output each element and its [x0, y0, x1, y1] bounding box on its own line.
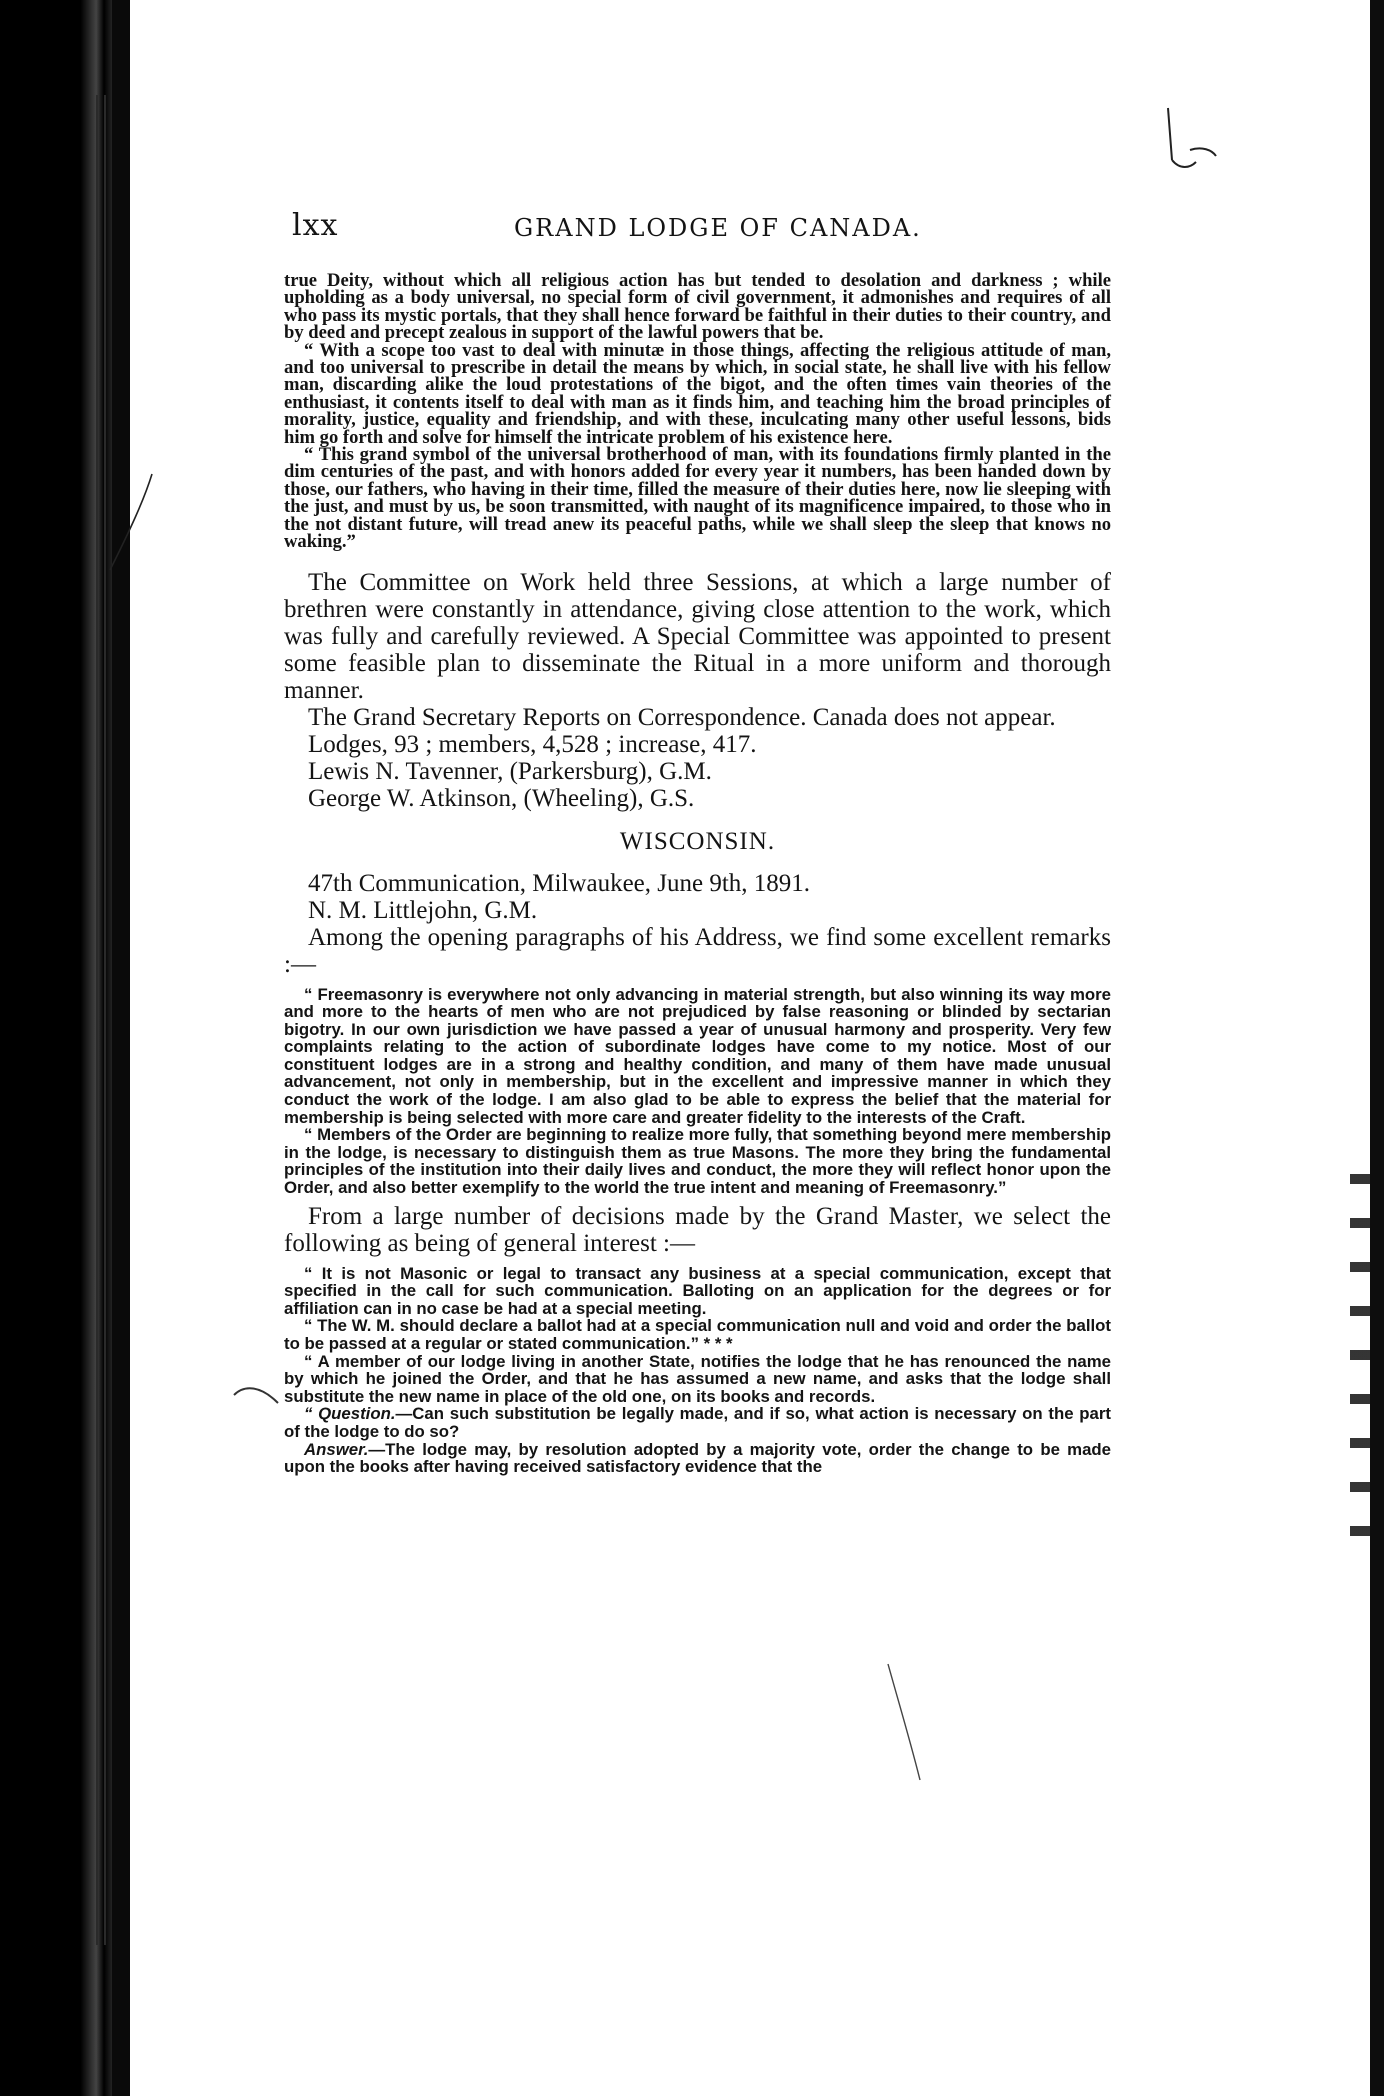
- page-content: [284, 208, 1111, 1476]
- decisions-list: [284, 1265, 1111, 1476]
- quote-paragraph: “ With a scope too vast to deal with minutæ in those things, affecting the religious attitude of man, and too universal to prescribe in detail the means by which, in social state, he shall live with his fellow man, discarding alike the loud protestations of the bigot, and the often times vain theories of the enthusiast, it contents itself to deal with man as it finds him, and teaching him the broad principles of morality, justice, equality and friendship, and with these, inculcating many other useful lessons, bids him go forth and solve for himself the intricate problem of his existence here.: [284, 339, 1111, 448]
- stats-line: Lodges, 93 ; members, 4,528 ; increase, 417.: [308, 730, 757, 758]
- margin-scratch: [230, 1375, 290, 1415]
- page-number: lxx: [292, 208, 339, 243]
- communication-line: 47th Communication, Milwaukee, June 9th, 1891.: [308, 869, 811, 897]
- decisions-intro: From a large number of decisions made by the Grand Master, we select the following as being of general interest :—: [284, 1202, 1111, 1257]
- right-scan-edge: [1370, 0, 1384, 2096]
- page-header: [284, 208, 1111, 258]
- grand-master-name: N. M. Littlejohn, G.M.: [308, 896, 538, 924]
- question-label: “ Question.: [304, 1404, 396, 1424]
- answer-item: [284, 1441, 1111, 1476]
- book-spine-shadow: [0, 0, 130, 2096]
- handwritten-mark: [1150, 100, 1230, 180]
- quote-paragraph: “ This grand symbol of the universal brotherhood of man, with its foundations firmly planted in the dim centuries of the past, and with honors added for every year it numbers, has been handed down by those, our fathers, who having in their time, filled the measure of their duties here, now lie sleeping with the just, and must by us, be soon transmitted, with naught of its magnificence impaired, to those who in the not distant future, will tread anew its peaceful paths, while we shall sleep the sleep that knows no waking.”: [284, 444, 1111, 553]
- spine-line: [104, 95, 106, 1945]
- grand-master-line: Lewis N. Tavenner, (Parkersburg), G.M.: [308, 757, 712, 785]
- answer-label: Answer.: [304, 1439, 369, 1459]
- address-quote: “ Members of the Order are beginning to realize more fully, that something beyond mere membership in the lodge, is necessary to distinguish them as true Masons. The more they bring the fundamental principles of the institution into their daily lives and conduct, the more they will reflect honor upon the Order, and also better exemplify to the world the true intent and meaning of Freemasonry.”: [284, 1125, 1111, 1198]
- adjacent-page-fragment: [1350, 1140, 1370, 1560]
- grand-secretary-line: George W. Atkinson, (Wheeling), G.S.: [308, 784, 695, 812]
- quoted-address-continuation: [284, 272, 1111, 551]
- quote-paragraph: true Deity, without which all religious action has but tended to desolation and darkness ; while upholding as a body universal, no special form of civil government, it admonishes and requires of all who pass its mystic portals, that they shall hence forward be faithful in their duties to their country, and by deed and precept zealous in support of the lawful powers that be.: [284, 270, 1111, 344]
- decision-item: “ It is not Masonic or legal to transact any business at a special communication, except that specified in the call for such communication. Balloting on an application for the degrees or for affiliation can in no case be had at a special meeting.: [284, 1263, 1111, 1318]
- committee-paragraph: The Committee on Work held three Sessions, at which a large number of brethren were constantly in attendance, giving close attention to the work, which was fully and carefully reviewed. A Special Committee was appointed to present some feasible plan to disseminate the Ritual in a more uniform and thorough manner.: [284, 568, 1111, 704]
- address-intro: Among the opening paragraphs of his Address, we find some excellent remarks :—: [284, 923, 1111, 978]
- pencil-stroke: [880, 1660, 940, 1790]
- decision-item: “ A member of our lodge living in another State, notifies the lodge that he has renounced the name by which he joined the Order, and that he has assumed a new name, and asks that the lodge shall substitute the new name in place of the old one, on its books and records.: [284, 1351, 1111, 1406]
- answer-text: —The lodge may, by resolution adopted by a majority vote, order the change to be made upon the books after having received satisfactory evidence that the: [284, 1439, 1111, 1477]
- section-heading: WISCONSIN.: [619, 827, 776, 855]
- question-item: [284, 1405, 1111, 1440]
- correspondence-line: The Grand Secretary Reports on Correspondence. Canada does not appear.: [308, 703, 1056, 731]
- address-quote: “ Freemasonry is everywhere not only advancing in material strength, but also winning its way more and more to the hearts of men who are not prejudiced by false reasoning or blinded by sectarian bigotry. In our own jurisdiction we have passed a year of unusual harmony and prosperity. Very few complaints relating to the action of subordinate lodges have come to my notice. Most of our constituent lodges are in a strong and healthy condition, and many of them have made unusual advancement, not only in membership, but in the excellent and impressive manner in which they conduct the work of the lodge. I am also glad to be able to express the belief that the material for membership is being selected with more care and greater fidelity to the interests of the Craft.: [284, 984, 1111, 1127]
- margin-pencil-line: [100, 470, 160, 580]
- decision-item: “ The W. M. should declare a ballot had at a special communication null and void and order the ballot to be passed at a regular or stated communication.” * * *: [284, 1316, 1111, 1353]
- address-quotes: [284, 986, 1111, 1197]
- spine-line: [96, 95, 98, 1945]
- running-title: GRAND LODGE OF CANADA.: [514, 214, 922, 242]
- page-gutter-edge: [112, 0, 130, 2096]
- question-text: —Can such substitution be legally made, and if so, what action is necessary on the part of the lodge to do so?: [284, 1404, 1112, 1441]
